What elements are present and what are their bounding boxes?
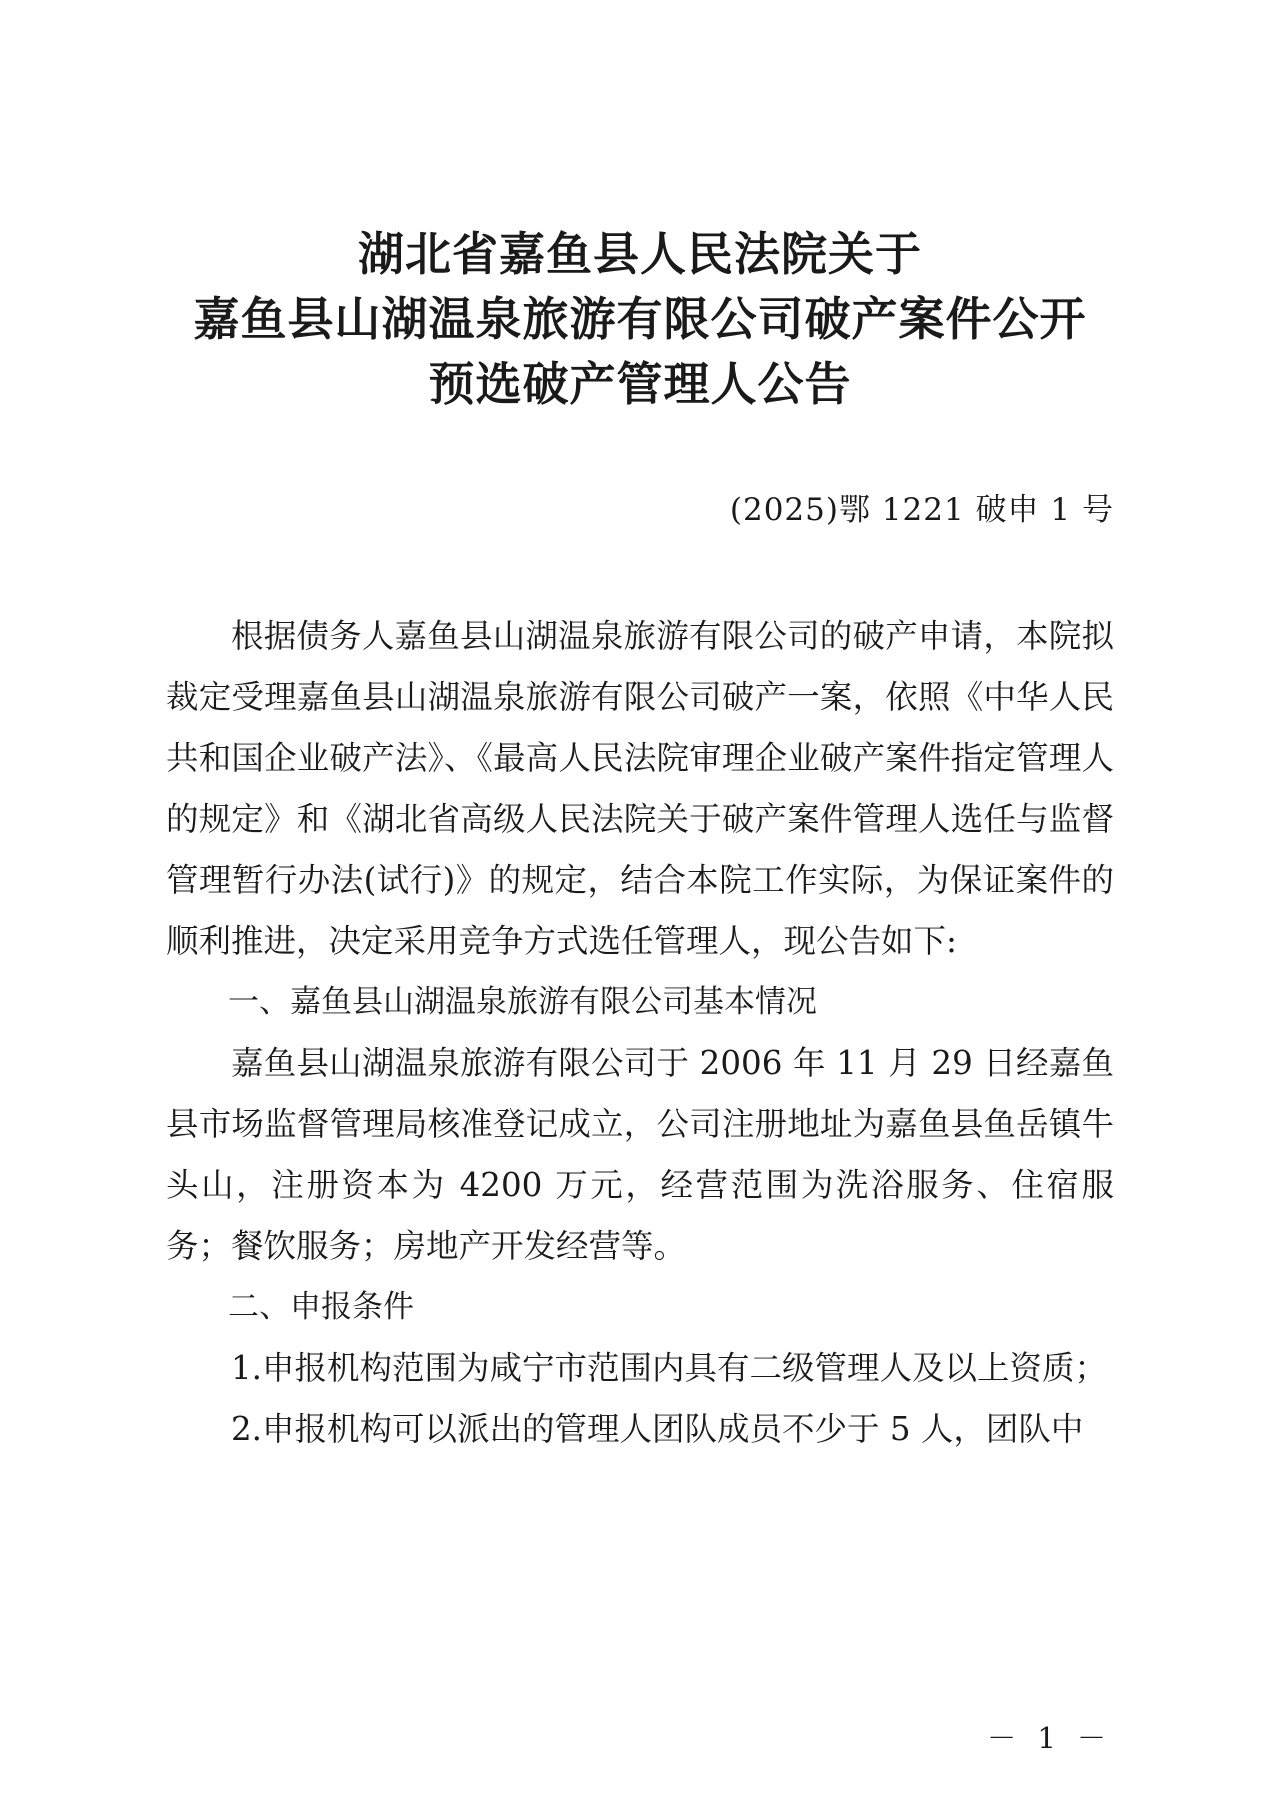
condition-item-1: 1.申报机构范围为咸宁市范围内具有二级管理人及以上资质； [231, 1349, 1108, 1387]
document-number: (2025)鄂 1221 破申 1 号 [729, 492, 1114, 528]
page-number: － 1 － [987, 1721, 1112, 1755]
title-line-3: 预选破产管理人公告 [428, 357, 852, 411]
section-2-heading: 二、申报条件 [228, 1289, 414, 1325]
title-line-1: 湖北省嘉鱼县人民法院关于 [358, 227, 922, 281]
section-1-paragraph: 嘉鱼县山湖温泉旅游有限公司于 2006 年 11 月 29 日经嘉鱼县市场监督管理局核准登记成立，公司注册地址为嘉鱼县鱼岳镇牛头山，注册资本为 4200 万元，经营范围为洗浴服务、住宿服务；餐饮服务；房地产开发经营等。 [166, 1044, 1114, 1265]
intro-paragraph: 根据债务人嘉鱼县山湖温泉旅游有限公司的破产申请，本院拟裁定受理嘉鱼县山湖温泉旅游有限公司破产一案，依照《中华人民共和国企业破产法》、《最高人民法院审理企业破产案件指定管理人的规定》和《湖北省高级人民法院关于破产案件管理人选任与监督管理暂行办法(试行)》的规定，结合本院工作实际，为保证案件的顺利推进，决定采用竞争方式选任管理人，现公告如下: [166, 617, 1114, 960]
title-line-2: 嘉鱼县山湖温泉旅游有限公司破产案件公开 [193, 292, 1087, 346]
section-1-heading: 一、嘉鱼县山湖温泉旅游有限公司基本情况 [228, 984, 817, 1020]
document-title [120, 222, 1160, 417]
condition-item-2: 2.申报机构可以派出的管理人团队成员不少于 5 人，团队中 [231, 1410, 1084, 1448]
document-body [166, 606, 1114, 1460]
